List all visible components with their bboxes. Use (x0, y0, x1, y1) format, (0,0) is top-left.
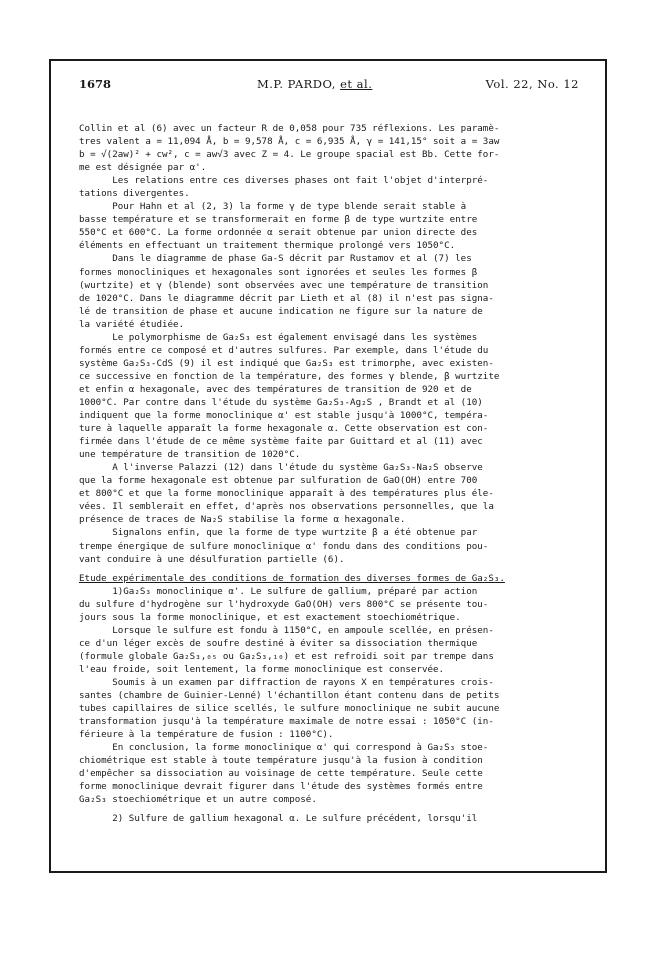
text-line: vant conduire à une désulfuration partielle (6). (79, 553, 345, 565)
text-line: présence de traces de Na₂S stabilise la forme α hexagonale. (79, 514, 406, 526)
text-line: basse température et se transformerait en forme β de type wurtzite entre (79, 214, 478, 226)
text-line: du sulfure d'hydrogène sur l'hydroxyde GaO(OH) vers 800°C se présente tou- (79, 598, 489, 610)
text-line: ture à laquelle apparaît la forme hexagonale α. Cette observation est con- (79, 423, 489, 435)
text-line: Dans le diagramme de phase Ga-S décrit par Rustamov et al (7) les (79, 253, 472, 265)
text-line: tations divergentes. (79, 188, 190, 200)
text-line: système Ga₂S₃-CdS (9) il est indiqué que Ga₂S₃ est trimorphe, avec existen- (79, 357, 494, 369)
volume-info: Vol. 22, No. 12 (485, 77, 579, 91)
text-line: férieure à la température de fusion : 1100°C). (79, 729, 334, 741)
text-line: et enfin α hexagonale, avec des températures de transition de 920 et de (79, 383, 472, 395)
text-line: l'eau froide, soit lentement, la forme monoclinique est conservée. (79, 663, 445, 675)
text-line: ce d'un léger excès de soufre destiné à éviter sa dissociation thermique (79, 637, 478, 649)
text-line: 1000°C. Par contre dans l'étude du système Ga₂S₃-Ag₂S , Brandt et al (10) (79, 396, 483, 408)
page-number: 1678 (79, 77, 112, 91)
text-line: (wurtzite) et γ (blende) sont observées avec une température de transition (79, 279, 489, 291)
text-line: Le polymorphisme de Ga₂S₃ est également envisagé dans les systèmes (79, 331, 478, 343)
text-line: firmée dans l'étude de ce même système faite par Guittard et al (11) avec (79, 436, 483, 448)
text-line: Collin et al (6) avec un facteur R de 0,058 pour 735 réflexions. Les paramè- (79, 123, 500, 134)
text-line: d'empêcher sa dissociation au voisinage de cette température. Seule cette (79, 768, 483, 780)
text-line: et 800°C et que la forme monoclinique apparaît à des températures plus éle- (79, 488, 494, 500)
text-line: tubes capillaires de silice scellés, le sulfure monoclinique ne subit aucune (79, 703, 500, 715)
page-header (79, 77, 579, 93)
text-line: chiométrique est stable à toute température jusqu'à la fusion à condition (79, 755, 483, 767)
text-line: ce successive en fonction de la température, des formes γ blende, β wurtzite (79, 370, 500, 382)
text-line: transformation jusqu'à la température maximale de notre essai : 1050°C (in- (79, 716, 494, 728)
text-line: la variété étudiée. (79, 318, 185, 330)
text-line: 550°C et 600°C. La forme ordonnée α serait obtenue par union directe des (79, 227, 478, 239)
text-line: lé de transition de phase et aucune indication ne figure sur la nature de (79, 305, 483, 317)
text-line: vées. Il semblerait en effet, d'après nos observations personnelles, que la (79, 501, 494, 513)
text-line: forme monoclinique devrait figurer dans l'étude des systèmes formés entre (79, 781, 483, 793)
section-heading: Etude expérimentale des conditions de formation des diverses formes de Ga₂S₃. (79, 572, 505, 584)
text-line: Signalons enfin, que la forme de type wurtzite β a été obtenue par (79, 527, 478, 539)
running-author (257, 77, 372, 91)
text-line: me est désignée par α'. (79, 162, 207, 174)
text-line: A l'inverse Palazzi (12) dans l'étude du système Ga₂S₃-Na₂S observe (79, 462, 483, 474)
text-line: éléments en effectuant un traitement thermique prolongé vers 1050°C. (79, 240, 456, 252)
text-line: de 1020°C. Dans le diagramme décrit par Lieth et al (8) il n'est pas signa- (79, 292, 494, 304)
text-line: une température de transition de 1020°C. (79, 449, 301, 461)
text-line: (formule globale Ga₂S₃,₀₅ ou Ga₂S₃,₁₀) et est refroidi soit par trempe dans (79, 650, 494, 662)
text-line: b = √(2aw)² + cw², c = aw√3 avec Z = 4. Le groupe spacial est Bb. Cette for- (79, 149, 500, 161)
text-line: Lorsque le sulfure est fondu à 1150°C, en ampoule scellée, en présen- (79, 624, 494, 636)
text-line: Pour Hahn et al (2, 3) la forme γ de type blende serait stable à (79, 201, 467, 213)
text-line: trempe énergique de sulfure monoclinique α' fondu dans des conditions pou- (79, 540, 489, 552)
text-line: Soumis à un examen par diffraction de rayons X en températures crois- (79, 676, 494, 688)
text-line: 1)Ga₂S₃ monoclinique α'. Le sulfure de gallium, préparé par action (79, 585, 478, 597)
text-line: santes (chambre de Guinier-Lenné) l'échantillon étant contenu dans de petits (79, 690, 500, 702)
text-line: En conclusion, la forme monoclinique α' qui correspond à Ga₂S₃ stoe- (79, 742, 489, 754)
text-line: 2) Sulfure de gallium hexagonal α. Le sulfure précédent, lorsqu'il (79, 813, 478, 825)
text-line: formés entre ce composé et d'autres sulfures. Par exemple, dans l'étude du (79, 344, 489, 356)
text-line: formes monocliniques et hexagonales sont ignorées et seules les formes β (79, 266, 478, 278)
text-line: tres valent a = 11,094 Å, b = 9,578 Å, c = 6,935 Å, γ = 141,15° soit a = 3aw (79, 136, 500, 148)
text-line: Ga₂S₃ stoechiométrique et un autre composé. (79, 794, 317, 806)
text-line: que la forme hexagonale est obtenue par sulfuration de GaO(OH) entre 700 (79, 475, 478, 487)
text-line: Les relations entre ces diverses phases ont fait l'objet d'interpré- (79, 175, 489, 187)
text-line: jours sous la forme monoclinique, et est exactement stoechiométrique. (79, 611, 461, 623)
author-prefix: M.P. PARDO, (257, 77, 341, 91)
author-etal: et al. (340, 77, 373, 91)
body-text (79, 122, 579, 825)
text-line: indiquent que la forme monoclinique α' est stable jusqu'à 1000°C, tempéra- (79, 410, 489, 422)
